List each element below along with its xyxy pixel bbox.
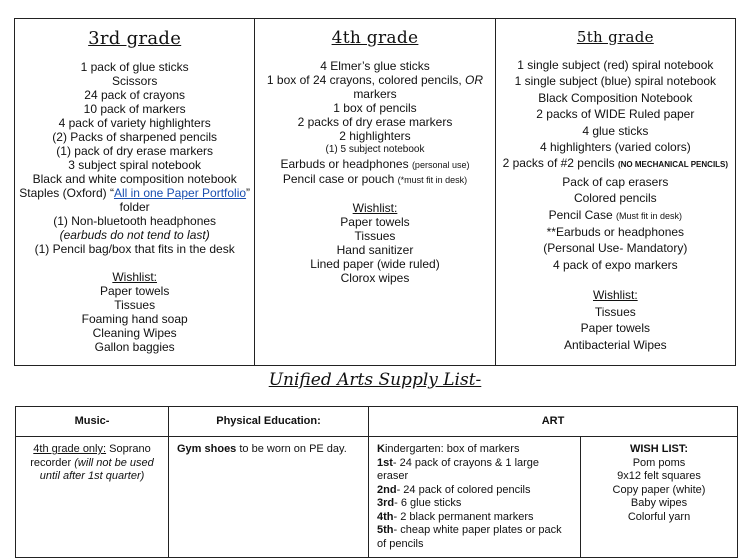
list-item: 4 pack of variety highlighters xyxy=(58,116,211,130)
list-item xyxy=(377,497,572,511)
music-note: (will not be used until after 1st quarter) xyxy=(39,456,154,482)
list-item-staples xyxy=(15,186,254,214)
list-item: Foaming hand soap xyxy=(81,312,188,326)
list-item: Lined paper (wide ruled) xyxy=(310,257,440,271)
art-grade: 1st xyxy=(377,456,393,469)
list-item: 1 pack of glue sticks xyxy=(80,60,189,74)
list-item: (1) Pencil bag/box that fits in the desk xyxy=(34,242,235,256)
list-item: 4 pack of expo markers xyxy=(552,257,678,272)
art-text: - 24 pack of crayons & 1 large eraser xyxy=(377,456,540,482)
earbuds-note: (Personal Use- Mandatory) xyxy=(543,241,688,256)
music-header: Music- xyxy=(16,407,169,437)
music-grade: 4th grade only: xyxy=(33,443,107,455)
list-item: Baby wipes xyxy=(630,497,688,509)
list-item: 1 single subject (blue) spiral notebook xyxy=(514,74,717,89)
list-item: Gallon baggies xyxy=(94,340,175,354)
list-item: (1) pack of dry erase markers xyxy=(56,144,214,158)
list-item: Tissues xyxy=(594,304,636,319)
list-item: 1 single subject (red) spiral notebook xyxy=(517,58,714,72)
art-grade: 4th xyxy=(377,510,394,523)
case-text: Pencil Case xyxy=(548,207,616,222)
list-item: Pack of cap erasers xyxy=(562,174,669,189)
list-item: Hand sanitizer xyxy=(336,243,414,257)
earbuds-note: (personal use) xyxy=(411,160,470,170)
list-item: Paper towels xyxy=(99,284,170,298)
pe-shoes: Gym shoes xyxy=(177,443,237,455)
headphones-note: (earbuds do not tend to last) xyxy=(59,228,210,242)
case-text: Pencil case or pouch xyxy=(282,172,398,186)
list-item: Paper towels xyxy=(580,321,651,336)
list-item xyxy=(377,443,572,457)
list-item: Black Composition Notebook xyxy=(538,90,693,105)
list-item xyxy=(377,524,572,551)
music-cell xyxy=(16,437,169,558)
list-item: 24 pack of crayons xyxy=(84,88,186,102)
earbuds-text: Earbuds or headphones xyxy=(280,157,412,171)
case-note: (Must fit in desk) xyxy=(616,210,683,221)
art-text: - 24 pack of colored pencils xyxy=(396,483,531,496)
list-item-case xyxy=(255,172,494,187)
list-item: Antibacterial Wipes xyxy=(563,337,667,352)
list-item: Clorox wipes xyxy=(340,271,410,285)
list-item xyxy=(377,457,572,484)
portfolio-link[interactable]: All in one Paper Portfolio xyxy=(113,186,247,200)
art-text: indergarten: box of markers xyxy=(384,443,520,455)
art-grade: 2nd xyxy=(377,483,397,496)
list-item: (2) Packs of sharpened pencils xyxy=(52,130,218,144)
wishlist-label: Wishlist: xyxy=(592,288,638,303)
list-item: (1) 5 subject notebook xyxy=(325,144,425,155)
art-grade: 5th xyxy=(377,524,394,536)
list-item xyxy=(377,484,572,498)
grade-supply-table xyxy=(14,18,736,366)
art-grade: K xyxy=(377,443,385,455)
pe-header: Physical Education: xyxy=(169,407,369,437)
grade5-column xyxy=(495,19,735,366)
list-item: 4 glue sticks xyxy=(582,123,649,138)
list-item: Colored pencils xyxy=(573,191,657,206)
list-item: Colorful yarn xyxy=(627,510,691,523)
case-note: (*must fit in desk) xyxy=(397,175,468,185)
wishlist-label: Wishlist: xyxy=(352,201,398,215)
list-item: 2 packs of WIDE Ruled paper xyxy=(536,107,695,122)
staples-prefix: Staples (Oxford) “ xyxy=(19,186,114,200)
list-item: Tissues xyxy=(114,298,156,312)
pe-text: to be worn on PE day. xyxy=(236,443,347,455)
list-item: 2 packs of dry erase markers xyxy=(297,115,453,129)
list-item: 4 Elmer’s glue sticks xyxy=(320,59,430,73)
list-item: 9x12 felt squares xyxy=(617,470,701,482)
list-item: markers xyxy=(353,87,397,101)
list-item: 10 pack of markers xyxy=(83,102,186,116)
art-grade: 3rd xyxy=(377,497,395,509)
list-item-crayons xyxy=(255,73,494,87)
crayons-text: 1 box of 24 crayons, colored pencils, xyxy=(266,73,466,87)
list-item: 4 highlighters (varied colors) xyxy=(539,140,691,155)
list-item-case xyxy=(496,207,735,224)
staples-suffix: ” folder xyxy=(119,186,251,214)
art-cell xyxy=(369,437,581,558)
crayons-or: OR xyxy=(465,73,484,87)
art-text: - cheap white paper plates or pack of pencils xyxy=(377,524,562,550)
list-item: 1 box of pencils xyxy=(333,101,417,115)
grade3-column xyxy=(15,19,255,366)
list-item: Pom poms xyxy=(632,456,686,469)
pe-cell xyxy=(169,437,369,558)
list-item: Copy paper (white) xyxy=(612,483,706,496)
list-item: (1) Non-bluetooth headphones xyxy=(53,214,217,228)
list-item: Tissues xyxy=(354,229,396,243)
art-text: - 2 black permanent markers xyxy=(393,510,534,523)
wishlist-label: Wishlist: xyxy=(112,270,157,284)
unified-arts-table xyxy=(15,406,738,558)
list-item xyxy=(377,511,572,525)
list-item: Scissors xyxy=(111,74,158,88)
grade4-column xyxy=(255,19,495,366)
list-item: Black and white composition notebook xyxy=(32,172,237,186)
grade3-title: 3rd grade xyxy=(88,28,182,49)
pencils-note: (NO MECHANICAL PENCILS) xyxy=(617,160,729,170)
grade4-title: 4th grade xyxy=(331,28,419,48)
list-item: 3 subject spiral notebook xyxy=(68,158,202,172)
list-item: 2 highlighters xyxy=(339,129,411,143)
art-text: - 6 glue sticks xyxy=(394,497,462,509)
unified-arts-title: Unified Arts Supply List- xyxy=(268,370,482,390)
grade5-title: 5th grade xyxy=(576,28,654,46)
list-item: Paper towels xyxy=(340,215,410,229)
list-item: **Earbuds or headphones xyxy=(546,225,685,240)
music-text: Soprano recorder xyxy=(30,443,151,469)
art-header: ART xyxy=(369,407,738,437)
list-item-earbuds xyxy=(255,157,494,172)
wish-list-header: WISH LIST: xyxy=(629,443,689,455)
pencils-text: 2 packs of #2 pencils xyxy=(502,156,618,171)
list-item: Cleaning Wipes xyxy=(92,326,177,340)
list-item-pencils xyxy=(496,155,735,173)
wish-list-cell xyxy=(581,437,738,558)
